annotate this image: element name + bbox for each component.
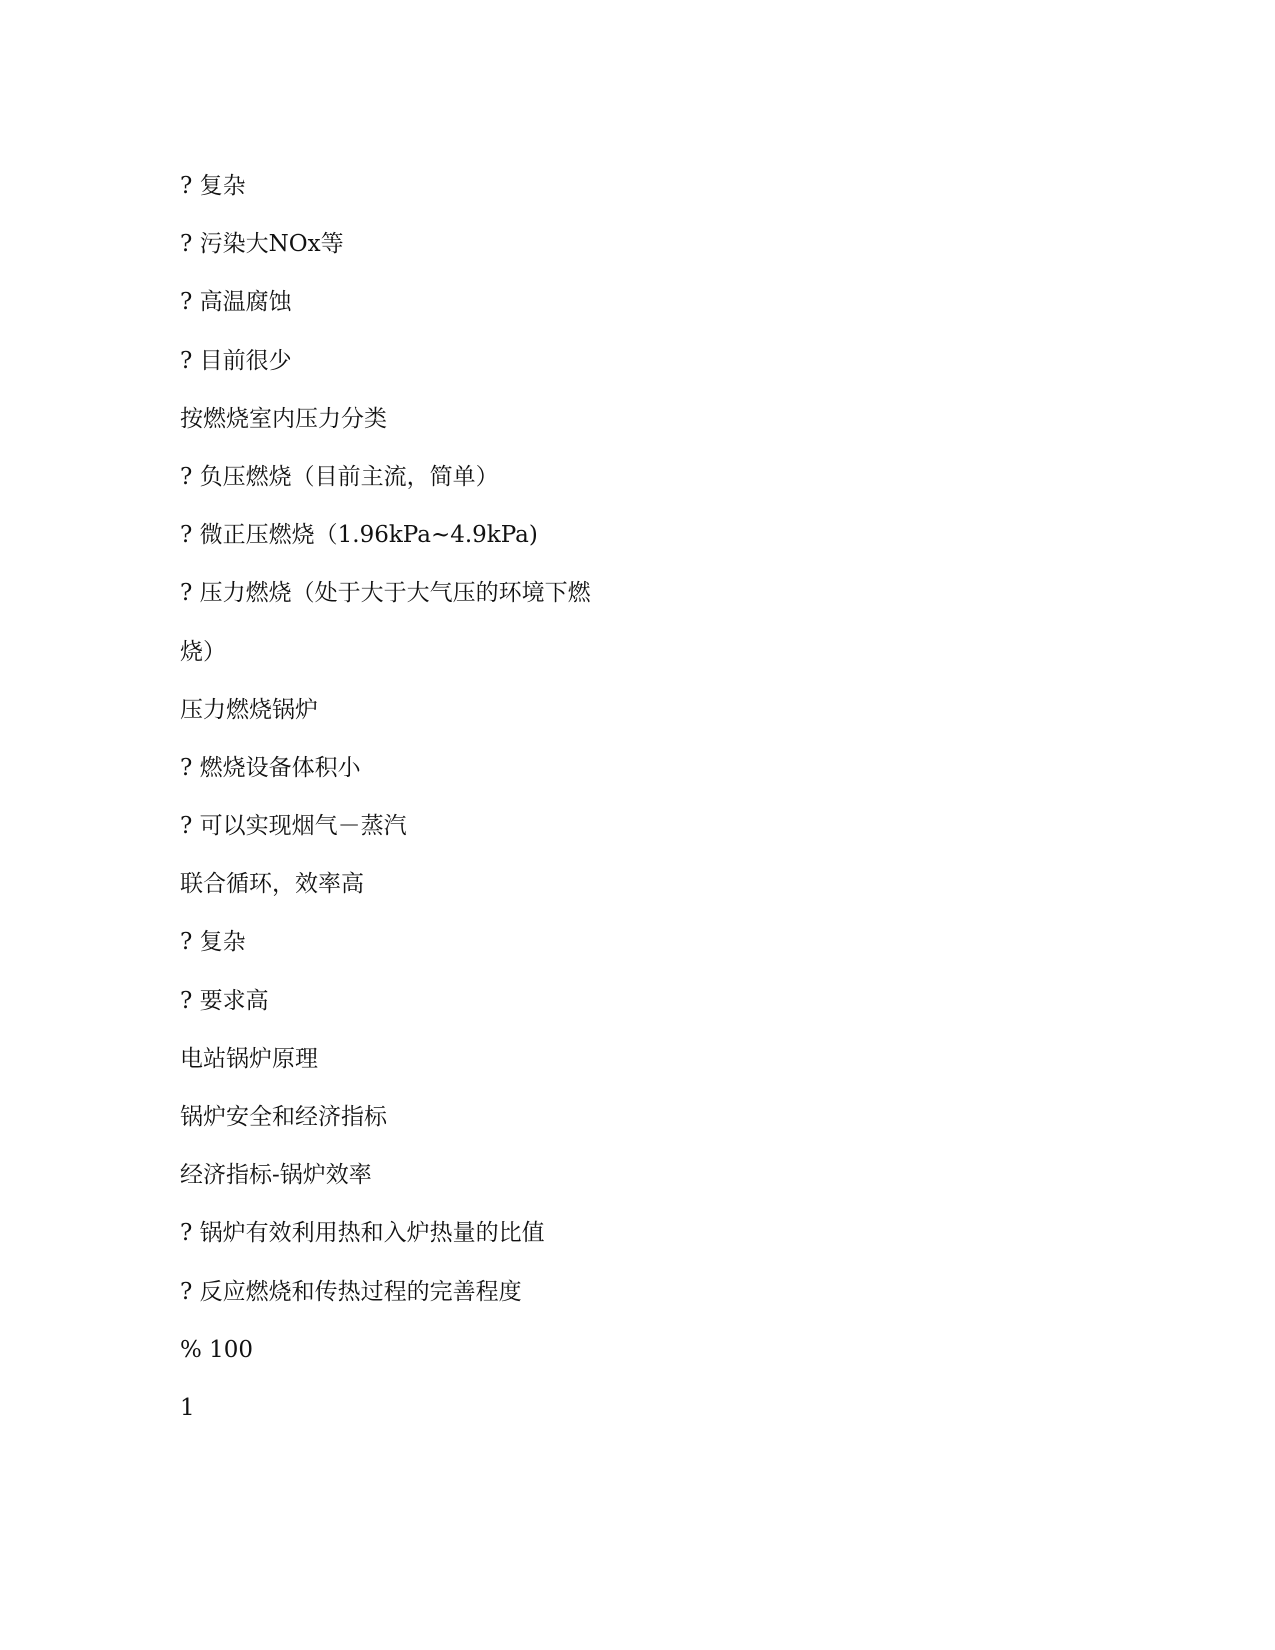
- text-line: ? 燃烧设备体积小: [180, 754, 361, 781]
- text-line: 烧）: [180, 638, 226, 665]
- formula-fragment: % 100: [180, 1336, 254, 1363]
- section-heading: 按燃烧室内压力分类: [180, 405, 387, 432]
- text-lines: [180, 166, 591, 1446]
- text-line: ? 锅炉有效利用热和入炉热量的比值: [180, 1220, 545, 1247]
- text-line: ? 污染大NOx等: [180, 231, 344, 258]
- section-heading: 压力燃烧锅炉: [180, 696, 318, 723]
- text-line: ? 要求高: [180, 987, 269, 1014]
- text-line: ? 压力燃烧（处于大于大气压的环境下燃: [180, 580, 591, 607]
- formula-fragment: 1: [180, 1394, 195, 1421]
- text-line: ? 微正压燃烧（1.96kPa~4.9kPa): [180, 522, 538, 549]
- text-line: ? 高温腐蚀: [180, 289, 292, 316]
- text-line: 联合循环，效率高: [180, 871, 364, 898]
- text-line: ? 复杂: [180, 929, 246, 956]
- text-line: ? 负压燃烧（目前主流，简单）: [180, 463, 499, 490]
- text-line: ? 复杂: [180, 173, 246, 199]
- text-line: ? 目前很少: [180, 347, 292, 374]
- section-heading: 锅炉安全和经济指标: [180, 1104, 387, 1130]
- section-heading: 经济指标-锅炉效率: [180, 1162, 372, 1189]
- text-line: ? 反应燃烧和传热过程的完善程度: [180, 1278, 522, 1305]
- section-heading: 电站锅炉原理: [180, 1045, 318, 1072]
- text-line: ? 可以实现烟气－蒸汽: [180, 813, 407, 840]
